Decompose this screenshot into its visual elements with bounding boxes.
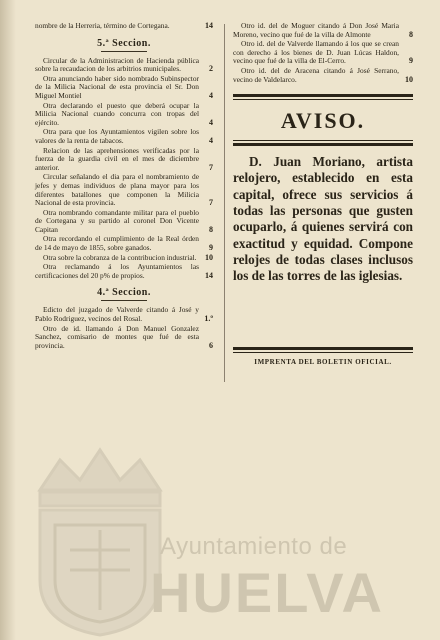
entry-page: 9 xyxy=(209,243,213,253)
index-entry xyxy=(35,254,213,263)
entry-text: Otro de id. llamando á Don Manuel Gonzalez Sanchez, comisario de montes que fué de esta provincia. xyxy=(35,323,199,350)
index-entry xyxy=(35,306,213,323)
entry-text: Otra reclamando á los Ayuntamientos las certificaciones del 20 p% de propios. xyxy=(35,262,199,280)
imprenta-line: IMPRENTA DEL BOLETIN OFICIAL. xyxy=(254,357,392,366)
thin-rule xyxy=(233,99,413,100)
entry-page: 6 xyxy=(209,340,213,350)
section-rule xyxy=(101,300,147,301)
section-heading: 4.ª Seccion. xyxy=(97,287,151,299)
watermark-line2: HUELVA xyxy=(150,561,384,624)
entry-text: nombre de la Herreria, término de Cortegana. xyxy=(35,21,170,30)
entry-text: Otra nombrando comandante militar para el pueblo de Cortegana y su partido al coronel Don Vicente Capitan xyxy=(35,207,199,234)
entry-page: 4 xyxy=(209,135,213,145)
left-column xyxy=(35,22,213,351)
index-entry xyxy=(35,75,213,101)
aviso-top-rules xyxy=(233,94,413,100)
thick-rule xyxy=(233,347,413,350)
entry-page: 8 xyxy=(209,224,213,234)
index-entry xyxy=(233,22,413,39)
entry-text: Otra sobre la cobranza de la contribucion industrial. xyxy=(43,252,197,262)
index-entry xyxy=(35,57,213,74)
entry-page: 4 xyxy=(209,90,213,100)
imprenta-block xyxy=(233,347,413,366)
thick-rule xyxy=(233,94,413,97)
index-entry xyxy=(35,22,213,31)
aviso-bottom-rules xyxy=(233,140,413,146)
aviso-body: D. Juan Moriano, artista relojero, establecido en esta capital, ofrece sus servicios á todas las personas que gusten ocuparlo, á quienes servirá con exactitud y equidad. Compone relojes de todas clases inclusos los de las torres de las iglesias. xyxy=(233,154,413,284)
entry-text: Circular señalando el dia para el nombramiento de jefes y demas individuos de plana mayor para los diferentes batallones que componen la Milicia Nacional de esta provincia. xyxy=(35,172,199,208)
entry-text: Edicto del juzgado de Valverde citando á José y Pablo Rodriguez, vecinos del Rosal. xyxy=(35,305,199,324)
entry-page: 2 xyxy=(209,64,213,74)
index-entry xyxy=(35,173,213,207)
index-entry xyxy=(233,67,413,84)
thin-rule xyxy=(233,352,413,353)
thin-rule xyxy=(233,140,413,141)
entry-page: 8 xyxy=(409,29,413,39)
entry-text: Otra para que los Ayuntamientos vigilen sobre los valores de la renta de tabacos. xyxy=(35,127,199,145)
entry-text: Otra anunciando haber sido nombrado Subinspector de la Milicia Nacional de esta provincia el Sr. Don Miguel Montiel xyxy=(35,73,199,100)
entry-page: 9 xyxy=(409,56,413,66)
index-entry xyxy=(35,325,213,351)
index-entry xyxy=(35,263,213,280)
column-divider xyxy=(224,24,225,382)
right-column xyxy=(233,22,413,366)
watermark-line1: Ayuntamiento de xyxy=(160,533,348,560)
index-entry xyxy=(233,40,413,66)
index-entry xyxy=(35,209,213,235)
aviso-title: AVISO. xyxy=(280,108,366,134)
entry-page: 4 xyxy=(209,117,213,127)
entry-page: 7 xyxy=(209,162,213,172)
thick-rule xyxy=(233,143,413,146)
entry-text: Relacion de las aprehensiones verificadas por la fuerza de la guardia civil en el mes de diciembre anterior. xyxy=(35,145,199,172)
entry-text: Otro id. del de Aracena citando á José Serrano, vecino de Valdelarco. xyxy=(233,65,399,84)
entry-page: 7 xyxy=(209,198,213,208)
section-rule xyxy=(101,51,147,52)
index-entry xyxy=(35,128,213,145)
entry-page: 10 xyxy=(205,252,213,262)
entry-page: 10 xyxy=(405,74,413,84)
entry-page: 14 xyxy=(205,270,213,280)
entry-page: 14 xyxy=(205,21,213,30)
entry-text: Otra recordando el cumplimiento de la Real órden de 14 de mayo de 1855, sobre ganados. xyxy=(35,234,199,253)
section-heading: 5.ª Seccion. xyxy=(97,37,151,49)
index-entry xyxy=(35,235,213,252)
entry-text: Otra declarando el puesto que deberá ocupar la Milicia Nacional cuando concurra con tropas del ejército. xyxy=(35,100,199,127)
entry-text: Circular de la Administracion de Hacienda pública sobre la recaudacion de los arbitrios municipales. xyxy=(35,55,199,74)
entry-text: Otro id. del de Valverde llamando á los que se crean con derecho á los bienes de D. Juan Lúcas Haldon, vecino que fué de la villa de El-Cerro. xyxy=(233,39,399,66)
index-entry xyxy=(35,102,213,128)
entry-text: Otro id. del de Moguer citando á Don José Maria Moreno, vecino que fué de la villa de Almonte xyxy=(233,21,399,39)
index-entry xyxy=(35,147,213,173)
entry-page: 1.º xyxy=(204,314,213,324)
